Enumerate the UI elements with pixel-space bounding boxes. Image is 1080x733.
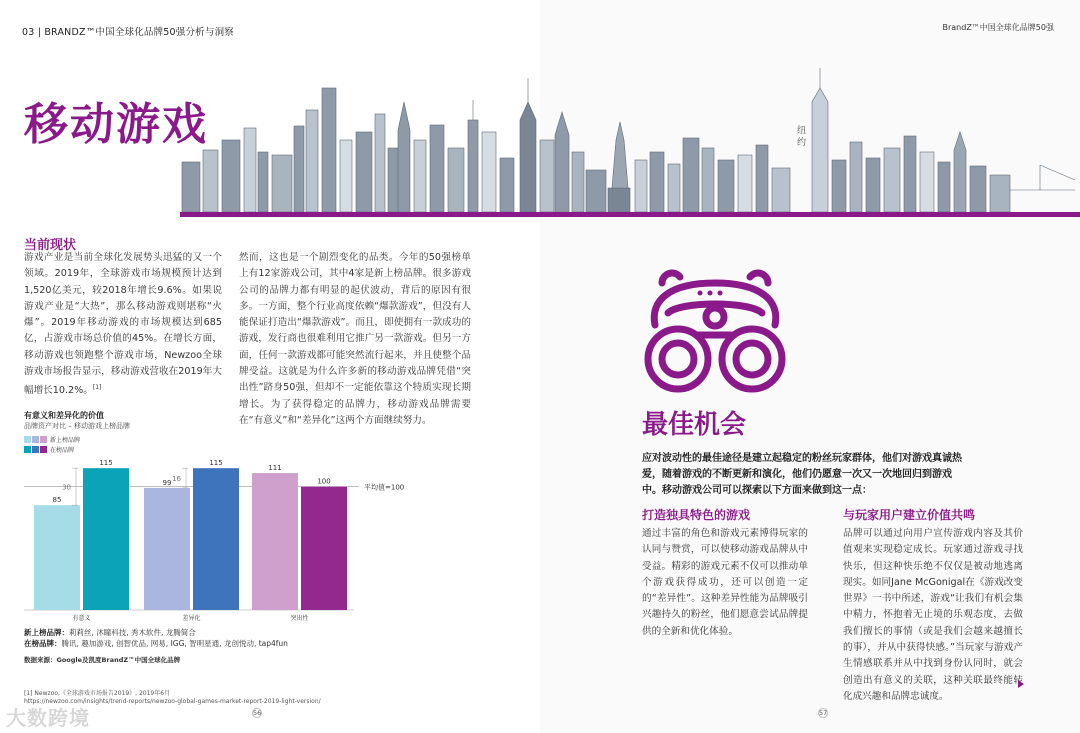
- note-label: 新上榜品牌：: [24, 628, 69, 637]
- bar: [193, 468, 239, 610]
- data-label: 115: [209, 459, 223, 468]
- data-label: 100: [317, 477, 331, 486]
- body-text-unique-games: 通过丰富的角色和游戏元素博得玩家的认同与赞赏，可以使移动游戏品牌从中受益。精彩的游戏元素不仅可以推动单个游戏获得成功，还可以创造一定的“差异性”。这种差异性能为品牌吸引兴趣持久的粉丝，他们愿意尝试品牌提供的全新和优化体验。: [642, 528, 808, 637]
- chart-subtitle: 品牌资产对比 – 移动游戏上榜品牌: [24, 422, 130, 430]
- subheading-unique-games: 打造独具特色的游戏: [642, 508, 751, 522]
- page-number-right: 57: [819, 709, 828, 717]
- bar-chart: [24, 450, 444, 625]
- lead-paragraph: 应对波动性的最佳途径是建立起稳定的粉丝玩家群体，他们对游戏真诚热爱，随着游戏的不断更新和演化，他们仍愿意一次又一次地回归到游戏中。移动游戏公司可以探索以下方面来做到这一点：: [642, 453, 962, 496]
- body-text-1: 游戏产业是当前全球化发展势头迅猛的又一个领域。2019年，全球游戏市场规模预计达到1,520亿美元，较2018年增长9.6%。如果说游戏产业是“大热”，那么移动游戏则堪称“火爆”。2019年移动游戏的市场规模达到685亿，占游戏市场总价值的45%。在增长方面，移动游戏也领跑整个游戏市场，Newzoo全球游戏市场报告显示，移动游戏营收在2019年大幅增长10.2%。: [24, 252, 222, 397]
- legend-label-existing: 在榜品牌: [50, 446, 75, 454]
- category-label: 有意义: [72, 615, 91, 622]
- bar: [144, 488, 190, 610]
- bar: [252, 473, 298, 610]
- data-label: 111: [268, 464, 282, 473]
- footnote-line-2: https://newzoo.com/insights/trend-reports/newzoo-global-games-market-report-2019-light-version/: [24, 698, 321, 705]
- watermark: 大数跨境: [6, 706, 90, 730]
- data-label: 85: [52, 496, 62, 505]
- bar: [83, 468, 129, 610]
- reference-line-label: 平均值=100: [364, 483, 405, 492]
- footnote-line-1: [1] Newzoo,《全球游戏市场报告2019》, 2019年6月: [24, 690, 171, 697]
- running-header-left: 03 | BRANDZ™中国全球化品牌50强分析与洞察: [22, 27, 234, 38]
- footnote-ref: [1]: [92, 384, 102, 392]
- binoculars-icon: [640, 255, 790, 405]
- skyline-label: 纽约: [797, 126, 807, 148]
- legend-label-new: 新上榜品牌: [50, 436, 81, 444]
- legend-item-new: [24, 434, 80, 444]
- category-label: 突出性: [290, 615, 309, 622]
- body-text-column-1: [24, 250, 222, 400]
- body-text-column-2: 然而，这也是一个剧烈变化的品类。今年的50强榜单上有12家游戏公司，其中4家是新上榜品牌。很多游戏公司的品牌力都有明显的起伏波动，背后的原因有很多。一方面，整个行业高度依赖“爆款游戏”，但没有人能保证打造出“爆款游戏”。而且，即使拥有一款成功的游戏，发行商也很难利用它推广另一款游戏。但另一方面，任何一款游戏都可能突然流行起来，并且使整个品牌受益。这就是为什么许多新的移动游戏品牌凭借“突出性”跻身50强，但却不一定能依靠这个特质实现长期增长。为了获得稳定的品牌力，移动游戏品牌需要在“有意义”和“差异化”这两个方面继续努力。: [239, 252, 471, 426]
- opportunity-title: 最佳机会: [642, 410, 747, 440]
- legend-swatch: [32, 436, 39, 443]
- subheading-value-resonance: 与玩家用户建立价值共鸣: [843, 508, 976, 522]
- note-text: 腾讯, 趣加游戏, 创智优品, 网易, IGG, 智明星通, 龙创悦动, tap4fun: [61, 638, 288, 648]
- continue-arrow-icon: [1018, 680, 1024, 688]
- page-number-left: 56: [253, 709, 262, 717]
- bar: [34, 505, 80, 610]
- note-existing-brands: [24, 639, 288, 650]
- difference-label: 30: [62, 483, 71, 492]
- body-text-value-resonance: 品牌可以通过向用户宣传游戏内容及其价值观来实现稳定成长。玩家通过游戏寻找快乐，但这种快乐绝不仅仅是被动地逃离现实。如同Jane McGonigal在《游戏改变世界》一书中所述，游戏“让我们有机会集中精力，怀抱着无止境的乐观态度，去做我们擅长的事情（或是我们会越来越擅长的事），并从中获得快感。”当玩家与游戏产生情感联系并从中找到身份认同时，就会创造出有意义的关联，这种关联最终能转化成兴趣和品牌忠诚度。: [843, 528, 1023, 702]
- section-title-current: 当前现状: [24, 238, 77, 253]
- data-label: 115: [99, 459, 113, 468]
- bar: [301, 487, 347, 610]
- data-source: 数据来源：Google及凯度BrandZ™中国全球化品牌: [24, 656, 181, 664]
- data-label: 99: [162, 478, 172, 487]
- chart-notes: [24, 628, 288, 666]
- note-new-brands: [24, 628, 288, 639]
- difference-label: 16: [172, 475, 181, 484]
- legend-swatch: [24, 436, 31, 443]
- category-label: 差异化: [182, 615, 201, 622]
- note-label: 在榜品牌：: [24, 638, 62, 648]
- running-header-right: BrandZ™中国全球化品牌50强: [942, 23, 1054, 32]
- note-text: 莉莉丝, 沐瞳科技, 秀木软件, 龙腾简合: [69, 628, 196, 637]
- legend-swatch: [40, 436, 47, 443]
- page-title: 移动游戏: [24, 99, 208, 150]
- chart-title: 有意义和差异化的价值: [24, 411, 104, 420]
